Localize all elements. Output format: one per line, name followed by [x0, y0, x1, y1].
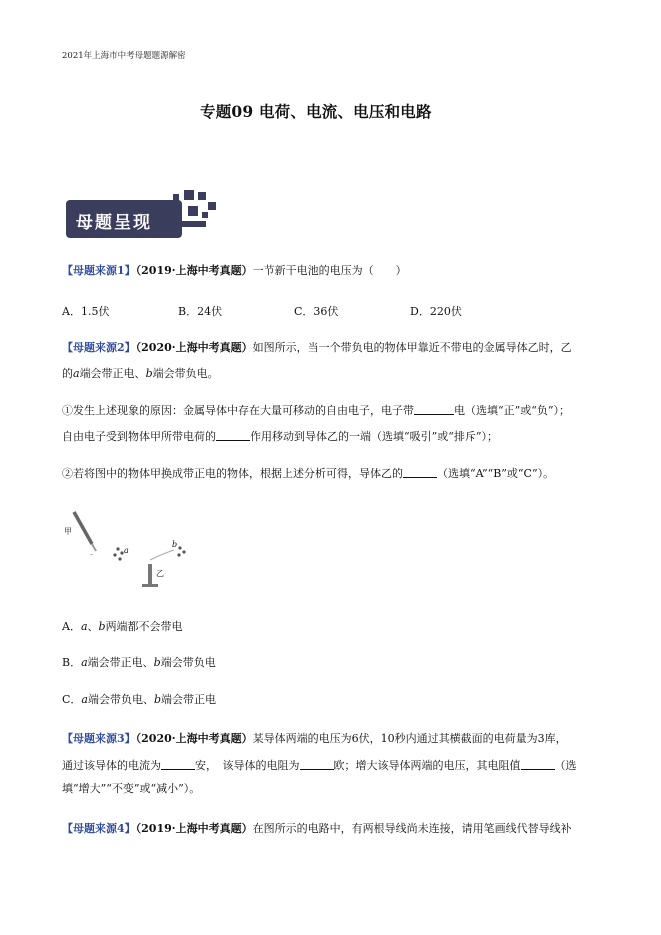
question-2-option-b: B．a端会带正电、b端会带负电	[62, 656, 216, 669]
question-source-label: 【母题来源1】	[62, 264, 136, 277]
option-a: A．1.5伏	[62, 305, 110, 318]
question-1	[62, 264, 407, 278]
label-a: a	[124, 546, 129, 555]
question-2	[62, 341, 572, 355]
question-4	[62, 822, 572, 836]
question-year: （2019·上海中考真题）	[135, 264, 253, 277]
label-b: b	[172, 540, 178, 549]
answer-blank[interactable]	[300, 758, 334, 770]
question-year: （2020·上海中考真题）	[135, 732, 253, 745]
electrostatic-induction-diagram	[62, 504, 202, 594]
page-title: 专题09 电荷、电流、电压和电路	[200, 102, 432, 121]
page-header: 2021年上海市中考母题题源解密	[62, 51, 186, 61]
question-2-figure	[62, 504, 202, 594]
label-yi: 乙	[156, 569, 164, 578]
question-2-part-1: ①发生上述现象的原因：金属导体中存在大量可移动的自由电子，电子带 电（选填“正”或“负”）；	[62, 404, 570, 417]
question-3	[62, 732, 567, 746]
question-text: 如图所示，当一个带负电的物体甲靠近不带电的金属导体乙时，乙	[252, 341, 572, 354]
svg-text:–: –	[90, 551, 93, 558]
answer-blank[interactable]	[403, 466, 437, 478]
question-source-label: 【母题来源4】	[62, 822, 136, 835]
option-d: D．220伏	[410, 305, 462, 318]
question-3-line-3: 填“增大”“不变”或“减小”）。	[62, 782, 201, 795]
banner-text: 母题呈现	[76, 213, 152, 233]
question-text: 某导体两端的电压为6伏，10秒内通过其横截面的电荷量为3库，	[252, 732, 567, 745]
question-source-label: 【母题来源2】	[62, 341, 136, 354]
question-year: （2020·上海中考真题）	[135, 341, 253, 354]
label-jia: 甲	[64, 527, 72, 536]
answer-blank[interactable]	[521, 758, 555, 770]
question-2-part-2: ②若将图中的物体甲换成带正电的物体，根据上述分析可得，导体乙的 （选填“A”“B”或“C”）。	[62, 467, 555, 480]
answer-blank[interactable]	[216, 429, 250, 441]
question-source-label: 【母题来源3】	[62, 732, 136, 745]
question-2-line-2: 的a端会带正电、b端会带负电。	[62, 367, 219, 380]
question-2-part-1b: 自由电子受到物体甲所带电荷的 作用移动到导体乙的一端（选填“吸引”或“排斥”）；	[62, 430, 498, 443]
option-c: C．36伏	[294, 305, 339, 318]
section-banner	[66, 188, 226, 244]
question-text: 一节新干电池的电压为（ ）	[252, 264, 407, 277]
question-2-option-c: C．a端会带负电、b端会带正电	[62, 693, 217, 706]
question-2-option-a: A．a、b两端都不会带电	[62, 620, 183, 633]
question-year: （2019·上海中考真题）	[135, 822, 253, 835]
option-b: B．24伏	[178, 305, 223, 318]
question-1-options	[62, 305, 462, 319]
answer-blank[interactable]	[161, 758, 195, 770]
question-text: 在图所示的电路中，有两根导线尚未连接，请用笔画线代替导线补	[252, 822, 572, 835]
question-3-line-2: 通过该导体的电流为 安， 该导体的电阻为 欧；增大该导体两端的电压，其电阻值 （选	[62, 759, 577, 772]
answer-blank[interactable]	[414, 403, 454, 415]
